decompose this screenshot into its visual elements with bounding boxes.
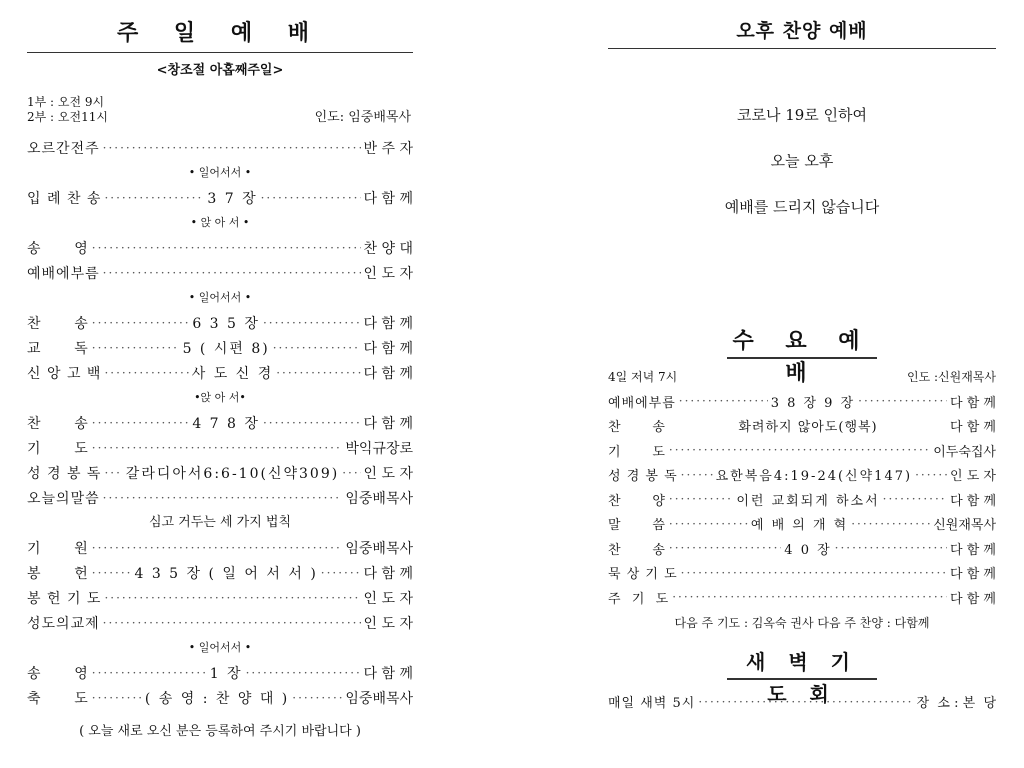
order-detail: 사 도 신 경 — [191, 365, 274, 382]
order-person: 인 도 자 — [363, 615, 413, 632]
dot-leader — [681, 468, 713, 482]
dot-leader — [92, 441, 343, 455]
order-label: 찬 송 — [608, 420, 666, 436]
order-row — [27, 535, 413, 560]
dot-leader — [246, 666, 361, 680]
posture-note: • 앉 아 서 • — [190, 216, 250, 229]
order-detail: 3 8 장 9 장 — [770, 395, 856, 411]
order-label: 묵 상 기 도 — [608, 567, 678, 583]
dot-leader — [92, 416, 190, 430]
order-label: 성도의교제 — [27, 615, 100, 632]
order-person: 임중배목사 — [345, 540, 413, 557]
dot-leader — [681, 566, 947, 580]
order-label: 성 경 봉 독 — [608, 469, 678, 485]
next-week-info: 다음 주 기도 : 김옥숙 권사 다음 주 찬양 : 다함께 — [674, 615, 930, 630]
order-row — [27, 235, 413, 260]
order-person: 인 도 자 — [363, 590, 413, 607]
sunday-service-title: 주 일 예 배 — [27, 14, 413, 53]
dot-leader — [698, 695, 913, 709]
dot-leader — [669, 517, 748, 531]
dot-leader — [883, 492, 947, 506]
order-label: 찬 송 — [27, 315, 89, 332]
dawn-prayer-time: 매일 새벽 5시 — [608, 696, 696, 712]
order-person: 다 함 께 — [363, 365, 414, 382]
order-person: 신원재목사 — [933, 518, 997, 534]
dot-leader — [263, 416, 361, 430]
order-label: 성 경 봉 독 — [27, 465, 102, 482]
order-row — [27, 310, 413, 335]
dot-leader — [92, 666, 207, 680]
dot-leader — [835, 541, 947, 555]
dot-leader — [92, 241, 361, 255]
order-label: 예배에부름 — [608, 395, 676, 411]
dot-leader — [858, 394, 947, 408]
dawn-prayer-place: 장 소 : 본 당 — [916, 696, 996, 712]
order-person: 다 함 께 — [363, 190, 413, 207]
posture-note: •앉 아 서• — [194, 391, 246, 404]
order-row — [27, 135, 413, 160]
dot-leader — [92, 691, 142, 705]
order-person: 인 도 자 — [363, 265, 413, 282]
order-person: 다 함 께 — [363, 415, 413, 432]
order-row — [608, 438, 996, 463]
order-label: 교 독 — [27, 340, 89, 357]
order-row — [608, 561, 996, 586]
order-label: 오르간전주 — [27, 140, 100, 157]
order-label: 입 례 찬 송 — [27, 190, 102, 207]
dot-leader — [672, 590, 947, 604]
order-detail: 요한복음4:19-24(신약147) — [715, 469, 913, 485]
right-column — [608, 0, 996, 714]
sunday-footer-note: ( 오늘 새로 오신 분은 등록하여 주시기 바랍니다 ) — [79, 724, 361, 739]
wednesday-time: 4일 저녁 7시 — [608, 370, 678, 384]
order-person: 박익규장로 — [345, 440, 413, 457]
order-row — [608, 585, 996, 610]
order-row — [608, 487, 996, 512]
order-row — [27, 485, 413, 510]
order-person: 임중배목사 — [345, 490, 413, 507]
dot-leader — [321, 566, 361, 580]
order-row — [27, 560, 413, 585]
order-detail: ( 송 영 : 찬 양 대 ) — [144, 690, 290, 707]
order-row — [27, 185, 413, 210]
dot-leader — [104, 466, 122, 480]
order-person: 다 함 께 — [950, 567, 996, 583]
order-detail: 1 장 — [209, 665, 243, 682]
dot-leader — [679, 394, 768, 408]
order-row — [608, 389, 996, 414]
order-person: 다 함 께 — [950, 395, 996, 411]
order-label: 기 원 — [27, 540, 89, 557]
wednesday-order-list — [608, 389, 996, 610]
order-detail: 5 ( 시편 8) — [182, 340, 270, 357]
dot-leader — [92, 541, 343, 555]
order-label: 예배에부름 — [27, 265, 100, 282]
order-person: 다 함 께 — [950, 420, 996, 436]
order-label: 기 도 — [608, 444, 666, 460]
dot-leader — [292, 691, 342, 705]
sunday-service-info — [27, 95, 413, 129]
order-row — [27, 660, 413, 685]
order-label: 기 도 — [27, 440, 89, 457]
order-label: 주 기 도 — [608, 591, 670, 607]
order-person: 임중배목사 — [345, 690, 414, 707]
posture-note: • 일어서서 • — [188, 291, 252, 304]
afternoon-notice-line-2: 오늘 오후 — [770, 152, 834, 170]
order-detail: 6 3 5 장 — [192, 315, 260, 332]
order-label: 송 영 — [27, 665, 89, 682]
dot-leader — [915, 468, 947, 482]
order-detail: 예 배 의 개 혁 — [750, 518, 849, 534]
sunday-order-list — [27, 135, 413, 710]
order-person: 다 함 께 — [950, 493, 997, 509]
order-row — [608, 414, 996, 439]
order-person: 다 함 께 — [950, 591, 996, 607]
dot-leader — [103, 616, 361, 630]
order-row — [27, 685, 413, 710]
dot-leader — [669, 541, 781, 555]
order-person: 찬 양 대 — [363, 240, 413, 257]
dawn-prayer-title: 새 벽 기 도 회 — [727, 646, 877, 680]
order-person: 인 도 자 — [950, 469, 996, 485]
posture-note: • 일어서서 • — [188, 166, 252, 179]
order-person: 인 도 자 — [363, 465, 414, 482]
sunday-service-column — [27, 0, 413, 739]
dot-leader — [92, 316, 190, 330]
order-label: 축 도 — [27, 690, 89, 707]
order-person: 다 함 께 — [363, 565, 413, 582]
order-person: 다 함 께 — [950, 542, 996, 558]
dot-leader — [669, 443, 930, 457]
dot-leader — [263, 316, 361, 330]
order-label: 봉 헌 — [27, 565, 89, 582]
order-detail: 화려하지 않아도(행복) — [738, 420, 878, 436]
dot-leader — [104, 366, 188, 380]
dot-leader — [273, 341, 361, 355]
wednesday-leader: 인도 :신원재목사 — [906, 370, 996, 384]
sermon-title: 심고 거두는 세 가지 법칙 — [148, 515, 292, 530]
dot-leader — [261, 191, 361, 205]
dot-leader — [92, 341, 180, 355]
order-person: 반 주 자 — [363, 140, 413, 157]
dot-leader — [276, 366, 360, 380]
dot-leader — [103, 491, 343, 505]
order-detail: 4 7 8 장 — [192, 415, 260, 432]
dot-leader — [104, 191, 204, 205]
order-label: 찬 송 — [608, 542, 666, 558]
order-row — [608, 536, 996, 561]
dot-leader — [669, 492, 733, 506]
dot-leader — [851, 517, 930, 531]
wednesday-service-title: 수 요 예 배 — [727, 325, 877, 359]
order-row — [608, 512, 996, 537]
dot-leader — [342, 466, 360, 480]
afternoon-service-title: 오후 찬양 예배 — [608, 14, 996, 49]
order-row — [608, 463, 996, 488]
order-person: 이두숙집사 — [933, 444, 996, 460]
order-row — [27, 260, 413, 285]
order-label: 찬 양 — [608, 493, 666, 509]
order-detail: 4 3 5 장 ( 일 어 서 서 ) — [134, 565, 318, 582]
posture-note: • 일어서서 • — [188, 641, 252, 654]
order-person: 다 함 께 — [363, 315, 413, 332]
dot-leader — [103, 141, 361, 155]
order-detail: 3 7 장 — [207, 190, 258, 207]
dot-leader — [104, 591, 360, 605]
order-row — [27, 460, 413, 485]
order-row — [27, 335, 413, 360]
dot-leader — [103, 266, 361, 280]
order-label: 말 씀 — [608, 518, 666, 534]
order-label: 찬 송 — [27, 415, 89, 432]
order-row — [27, 435, 413, 460]
dot-leader — [92, 566, 132, 580]
order-label: 송 영 — [27, 240, 89, 257]
service-time-2: 2부 : 오전11시 — [27, 110, 108, 124]
order-person: 다 함 께 — [363, 340, 413, 357]
order-label: 봉 헌 기 도 — [27, 590, 102, 607]
order-row — [27, 410, 413, 435]
order-row — [27, 360, 413, 385]
order-detail: 갈라디아서6:6-10(신약309) — [125, 465, 340, 482]
order-row — [27, 585, 413, 610]
sunday-leader: 인도: 임중배목사 — [314, 110, 411, 125]
order-row — [27, 610, 413, 635]
sunday-subtitle: <창조절 아홉째주일> — [156, 63, 284, 78]
order-label: 오늘의말씀 — [27, 490, 100, 507]
afternoon-notice-line-3: 예배를 드리지 않습니다 — [724, 198, 880, 216]
order-detail: 이런 교회되게 하소서 — [736, 493, 880, 509]
service-time-1: 1부 : 오전 9시 — [27, 95, 105, 109]
afternoon-notice-line-1: 코로나 19로 인하여 — [736, 106, 868, 124]
order-detail: 4 0 장 — [784, 542, 832, 558]
order-person: 다 함 께 — [363, 665, 413, 682]
order-label: 신 앙 고 백 — [27, 365, 102, 382]
